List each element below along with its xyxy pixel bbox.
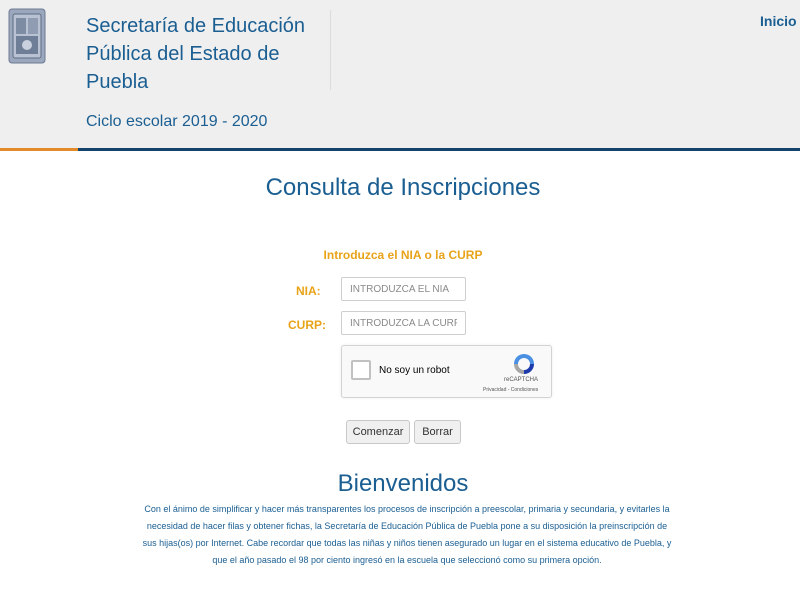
form-instruction: Introduzca el NIA o la CURP <box>323 248 483 262</box>
curp-input[interactable] <box>341 311 466 335</box>
recaptcha-privacy-links[interactable]: Privacidad - Condiciones <box>483 387 539 393</box>
nia-label: NIA: <box>296 284 321 298</box>
welcome-title: Bienvenidos <box>337 470 469 497</box>
header-divider <box>330 10 331 90</box>
state-coat-of-arms-logo <box>8 8 46 64</box>
curp-label: CURP: <box>288 318 326 332</box>
start-button[interactable]: Comenzar <box>346 420 410 444</box>
page-title: Consulta de Inscripciones <box>265 174 541 201</box>
school-cycle: Ciclo escolar 2019 - 2020 <box>86 113 268 130</box>
nia-input[interactable] <box>341 277 466 301</box>
clear-button[interactable]: Borrar <box>414 420 461 444</box>
site-header <box>0 0 800 148</box>
recaptcha-widget <box>341 345 552 398</box>
organization-title: Secretaría de Educación Pública del Estado de Puebla <box>86 15 306 93</box>
header-accent-bar-orange <box>0 148 78 151</box>
nav-link-inicio[interactable]: Inicio <box>760 13 797 29</box>
header-accent-bar-blue <box>78 148 800 151</box>
recaptcha-label: No soy un robot <box>379 365 450 376</box>
recaptcha-logo-icon <box>512 352 536 376</box>
recaptcha-brand: reCAPTCHA <box>504 377 539 383</box>
recaptcha-checkbox[interactable] <box>351 360 371 380</box>
welcome-text: Con el ánimo de simplificar y hacer más transparentes los procesos de inscripción a preescolar, primaria y secundaria, y evitarles la necesidad de hacer filas y obtener fichas, la Secretaría de Educación Pública de Puebla pone a su disposición la preinscripción de sus hijas(os) por Internet. Cabe recordar que todas las niñas y niños tienen asegurado un lugar en el sistema educativo de Puebla, y que el año pasado el 98 por ciento ingresó en la escuela que seleccionó como su primera opción. <box>142 504 672 565</box>
